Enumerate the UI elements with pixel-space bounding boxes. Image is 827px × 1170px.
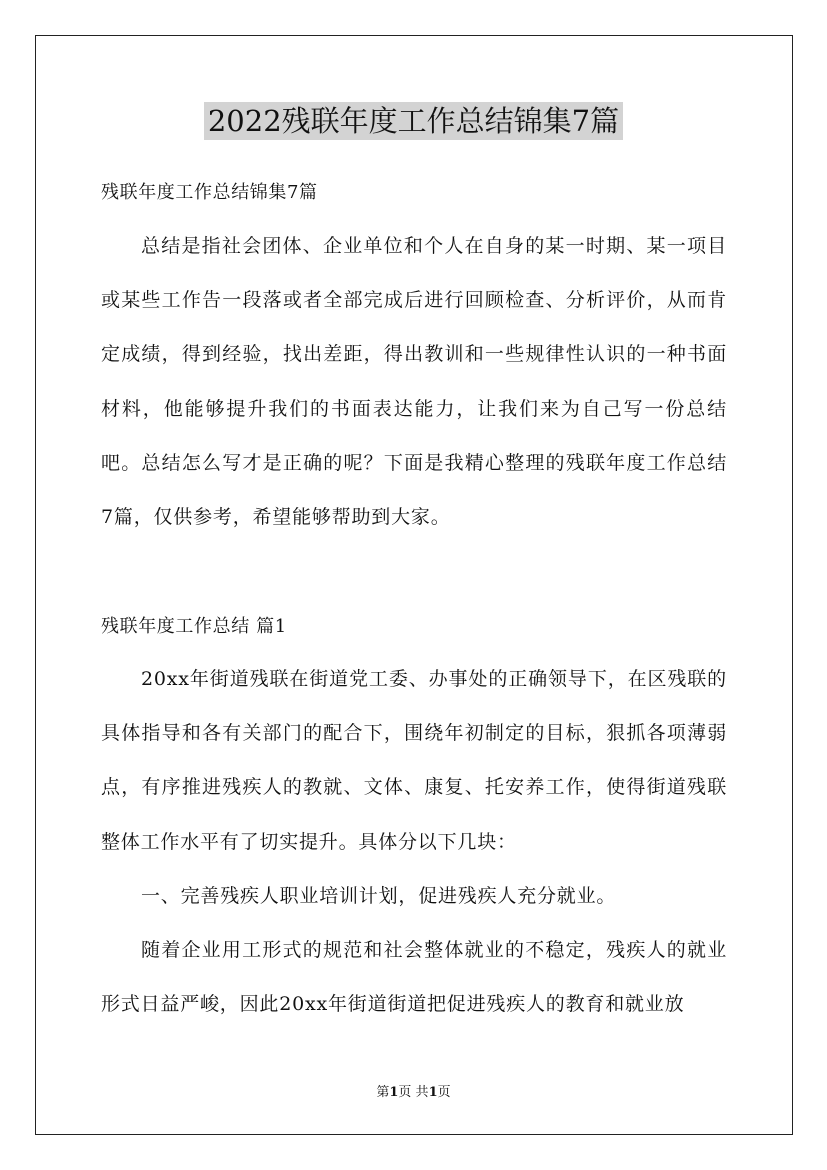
page-current: 1 [389, 1085, 399, 1100]
document-title: 2022残联年度工作总结锦集7篇 [204, 102, 623, 140]
page-footer [0, 1084, 827, 1102]
body-paragraph: 随着企业用工形式的规范和社会整体就业的不稳定，残疾人的就业形式日益严峻，因此20xx年街道街道把促进残疾人的教育和就业放 [101, 939, 727, 1016]
document-subtitle: 残联年度工作总结锦集7篇 [101, 182, 318, 203]
page-total: 1 [428, 1085, 438, 1100]
numbered-heading: 一、完善残疾人职业培训计划，促进残疾人充分就业。 [141, 885, 617, 907]
intro-paragraph: 总结是指社会团体、企业单位和个人在自身的某一时期、某一项目或某些工作告一段落或者全部完成后进行回顾检查、分析评价，从而肯定成绩，得到经验，找出差距，得出教训和一些规律性认识的一种书面材料，他能够提升我们的书面表达能力，让我们来为自己写一份总结吧。总结怎么写才是正确的呢？下面是我精心整理的残联年度工作总结7篇，仅供参考，希望能够帮助到大家。 [101, 235, 727, 529]
page-prefix: 第 [376, 1085, 390, 1100]
page-suffix: 页 [437, 1085, 451, 1100]
section-heading: 残联年度工作总结 篇1 [101, 616, 287, 637]
page-mid: 页 共 [398, 1085, 429, 1100]
body-paragraph: 20xx年街道残联在街道党工委、办事处的正确领导下，在区残联的具体指导和各有关部门的配合下，围绕年初制定的目标，狠抓各项薄弱点，有序推进残疾人的教就、文体、康复、托安养工作，使得街道残联整体工作水平有了切实提升。具体分以下几块： [101, 668, 727, 853]
title-container [0, 102, 827, 140]
